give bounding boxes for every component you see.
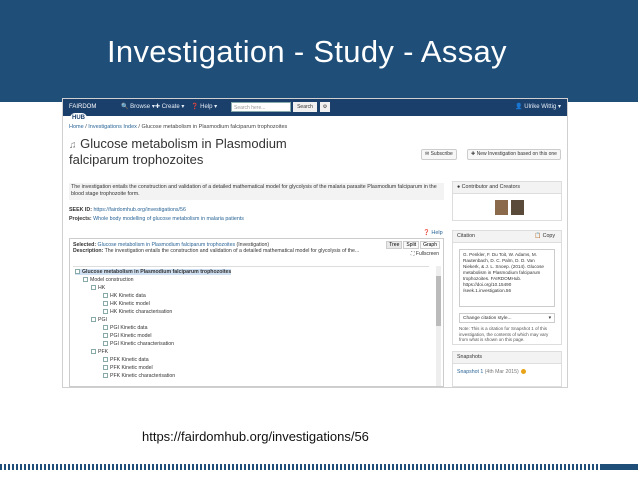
slide-title-banner [0, 0, 638, 102]
tree-node-investigation[interactable]: Glucose metabolism in Plasmodium falciparum trophozoites [75, 269, 231, 275]
view-tabs [385, 241, 440, 249]
breadcrumb: Home / Investigations Index / Glucose metabolism in Plasmodium falciparum trophozoites [69, 124, 288, 130]
search-button[interactable]: Search [293, 102, 317, 112]
scrollbar-thumb[interactable] [436, 276, 441, 326]
tree-node-assay[interactable]: PFK [91, 349, 108, 355]
tree-node-asset[interactable]: PGI Kinetic model [103, 333, 152, 339]
tree-node-asset[interactable]: PFK Kinetic data [103, 357, 149, 363]
footer-stripe [0, 464, 598, 470]
gear-icon[interactable]: ⚙ [320, 102, 330, 112]
tree-scrollbar[interactable] [436, 266, 441, 386]
page-title: ♫ Glucose metabolism in Plasmodium falciparum trophozoites [69, 136, 287, 167]
help-menu[interactable]: ❓ Help ▾ [191, 104, 218, 110]
investigation-icon: ♫ [69, 140, 77, 151]
citation-panel [452, 230, 562, 345]
user-menu[interactable]: 👤 Ulrike Wittig ▾ [515, 104, 561, 110]
fairdomhub-logo[interactable]: FAIRDOMHUB [69, 102, 103, 113]
avatar[interactable] [511, 200, 524, 215]
tree-node-assay[interactable]: PGI [91, 317, 107, 323]
tree-node-asset[interactable]: PFK Kinetic characterisation [103, 373, 175, 379]
doi-icon [521, 369, 526, 374]
search-input[interactable]: Search here... [231, 102, 291, 112]
tree-node-asset[interactable]: PGI Kinetic characterisation [103, 341, 174, 347]
copy-button[interactable]: 📋 Copy [534, 233, 555, 239]
avatar[interactable] [495, 200, 508, 215]
selected-info: Selected: Glucose metabolism in Plasmodium falciparum trophozoites (Investigation) Description: The investigation entails the construction and validation of a detailed mathematical model for glycolysis of the... [73, 242, 360, 254]
create-menu[interactable]: ✚ Create ▾ [155, 104, 185, 110]
projects: Projects: Whole body modelling of glucose metabolism in malaria patients [69, 216, 244, 222]
tree-node-asset[interactable]: HK Kinetic model [103, 301, 150, 307]
contributors-panel [452, 181, 562, 221]
isa-tree-panel [69, 238, 444, 387]
new-investigation-button[interactable]: ✚ New Investigation based on this one [467, 149, 561, 160]
snapshots-panel [452, 351, 562, 387]
chevron-down-icon: ▾ [548, 316, 551, 321]
website-screenshot [62, 98, 568, 388]
citation-style-select[interactable]: Change citation style... ▾ [459, 313, 555, 323]
footer-bar [600, 464, 638, 470]
subscribe-button[interactable]: ✉ Subscribe [421, 149, 457, 160]
tree-node-asset[interactable]: PFK Kinetic model [103, 365, 153, 371]
breadcrumb-current: Glucose metabolism in Plasmodium falciparum trophozoites [141, 124, 288, 130]
top-navbar [63, 99, 567, 121]
citation-text: G. Penkler, F. Du Toit, W. Adams, M. Rautenbach, D. C. Palm, D. D. Van Niekerk, & J. L. Snoep. (2014). Glucose metabolism in Plasmodium falciparum trophozoites. FAIRDOMHub. https://doi.org/10.15490 /seek.1.investigation.56 [459, 249, 555, 307]
tree-node-assay[interactable]: HK [91, 285, 105, 291]
tree-node-study[interactable]: Model construction [83, 277, 134, 283]
fullscreen-button[interactable]: ⛶ Fullscreen [411, 251, 439, 257]
breadcrumb-investigations[interactable]: Investigations Index [88, 124, 137, 130]
slide-title: Investigation - Study - Assay [107, 34, 507, 69]
tree-node-asset[interactable]: HK Kinetic data [103, 293, 146, 299]
browse-menu[interactable]: 🔍 Browse ▾ [121, 104, 155, 110]
tree-node-asset[interactable]: PGI Kinetic data [103, 325, 148, 331]
citation-note: Note: This is a citation for Snapshot 1 of this investigation, the contents of which may vary from what is shown on this page. [459, 326, 549, 342]
contributors-heading: ● Contributor and Creators [453, 182, 561, 194]
seek-id: SEEK ID: https://fairdomhub.org/investigations/56 [69, 207, 186, 213]
help-link[interactable]: ❓ Help [423, 230, 443, 236]
tab-split[interactable]: Split [403, 241, 419, 249]
tab-graph[interactable]: Graph [420, 241, 440, 249]
tab-tree[interactable]: Tree [386, 241, 402, 249]
slide-url: https://fairdomhub.org/investigations/56 [142, 429, 369, 444]
tree-nodes [73, 266, 429, 387]
snapshot-link[interactable]: Snapshot 1 (4th Mar 2015) [457, 369, 526, 375]
snapshots-heading: Snapshots [453, 352, 561, 364]
tree-node-asset[interactable]: HK Kinetic characterisation [103, 309, 172, 315]
breadcrumb-home[interactable]: Home [69, 124, 84, 130]
citation-heading: Citation 📋 Copy [453, 231, 561, 243]
investigation-description: The investigation entails the construction and validation of a detailed mathematical model for glycolysis of the malaria parasite Plasmodium falciparum in the blood stage trophozoite form. [69, 183, 444, 200]
